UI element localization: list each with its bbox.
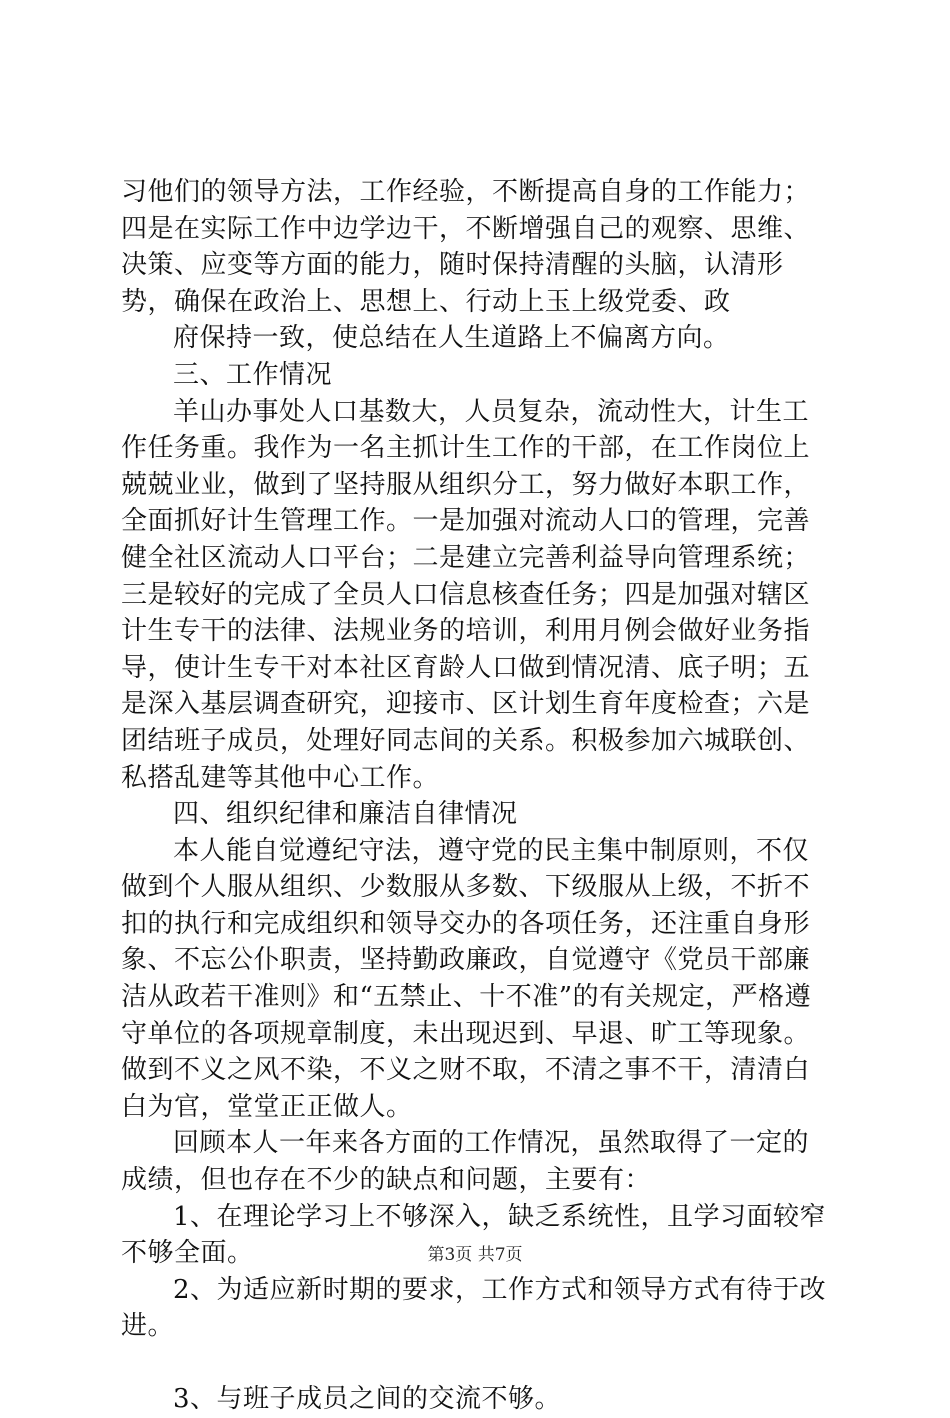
blank-line: [121, 1345, 833, 1381]
section-heading-discipline: 四、组织纪律和廉洁自律情况: [173, 799, 518, 830]
paragraph-discipline: 本人能自觉遵纪守法，遵守党的民主集中制原则，不仅做到个人服从组织、少数服从多数、下级服从上级，不折不扣的执行和完成组织和领导交办的各项任务，还注重自身形象、不忘公仆职责，坚持勤政廉政，自觉遵守《党员干部廉洁从政若干准则》和“五禁止、十不准”的有关规定，严格遵守单位的各项规章制度，未出现迟到、早退、旷工等现象。做到不义之风不染，不义之财不取，不清之事不干，清清白白为官，堂堂正正做人。: [121, 835, 812, 1122]
paragraph-2: 府保持一致，使总结在人生道路上不偏离方向。: [173, 323, 730, 354]
page-number-footer: 第3页 共7页: [427, 1245, 523, 1265]
paragraph-work: 羊山办事处人口基数大，人员复杂，流动性大，计生工作任务重。我作为一名主抓计生工作的干部，在工作岗位上兢兢业业，做到了坚持服从组织分工，努力做好本职工作，全面抓好计生管理工作。一是加强对流动人口的管理，完善健全社区流动人口平台；二是建立完善利益导向管理系统；三是较好的完成了全员人口信息核查任务；四是加强对辖区计生专干的法律、法规业务的培训，利用月例会做好业务指导，使计生专干对本社区育龄人口做到情况清、底子明；五是深入基层调查研究，迎接市、区计划生育年度检查；六是团结班子成员，处理好同志间的关系。积极参加六城联创、私搭乱建等其他中心工作。: [121, 396, 811, 793]
list-item-1: 1、在理论学习上不够深入，缺乏系统性，且学习面较窄不够全面。: [121, 1201, 827, 1269]
paragraph-1: 习他们的领导方法，工作经验，不断提高自身的工作能力；四是在实际工作中边学边干，不断增强自己的观察、思维、决策、应变等方面的能力，随时保持清醒的头脑，认清形势，确保在政治上、思想上、行动上玉上级党委、政: [121, 177, 811, 317]
section-heading-work: 三、工作情况: [173, 359, 333, 390]
list-item-3: 3、与班子成员之间的交流不够。: [173, 1384, 562, 1414]
paragraph-review: 回顾本人一年来各方面的工作情况，虽然取得了一定的成绩，但也存在不少的缺点和问题，主要有：: [121, 1128, 810, 1196]
document-body: [121, 174, 833, 1418]
list-item-2: 2、为适应新时期的要求，工作方式和领导方式有待于改进。: [121, 1274, 827, 1342]
